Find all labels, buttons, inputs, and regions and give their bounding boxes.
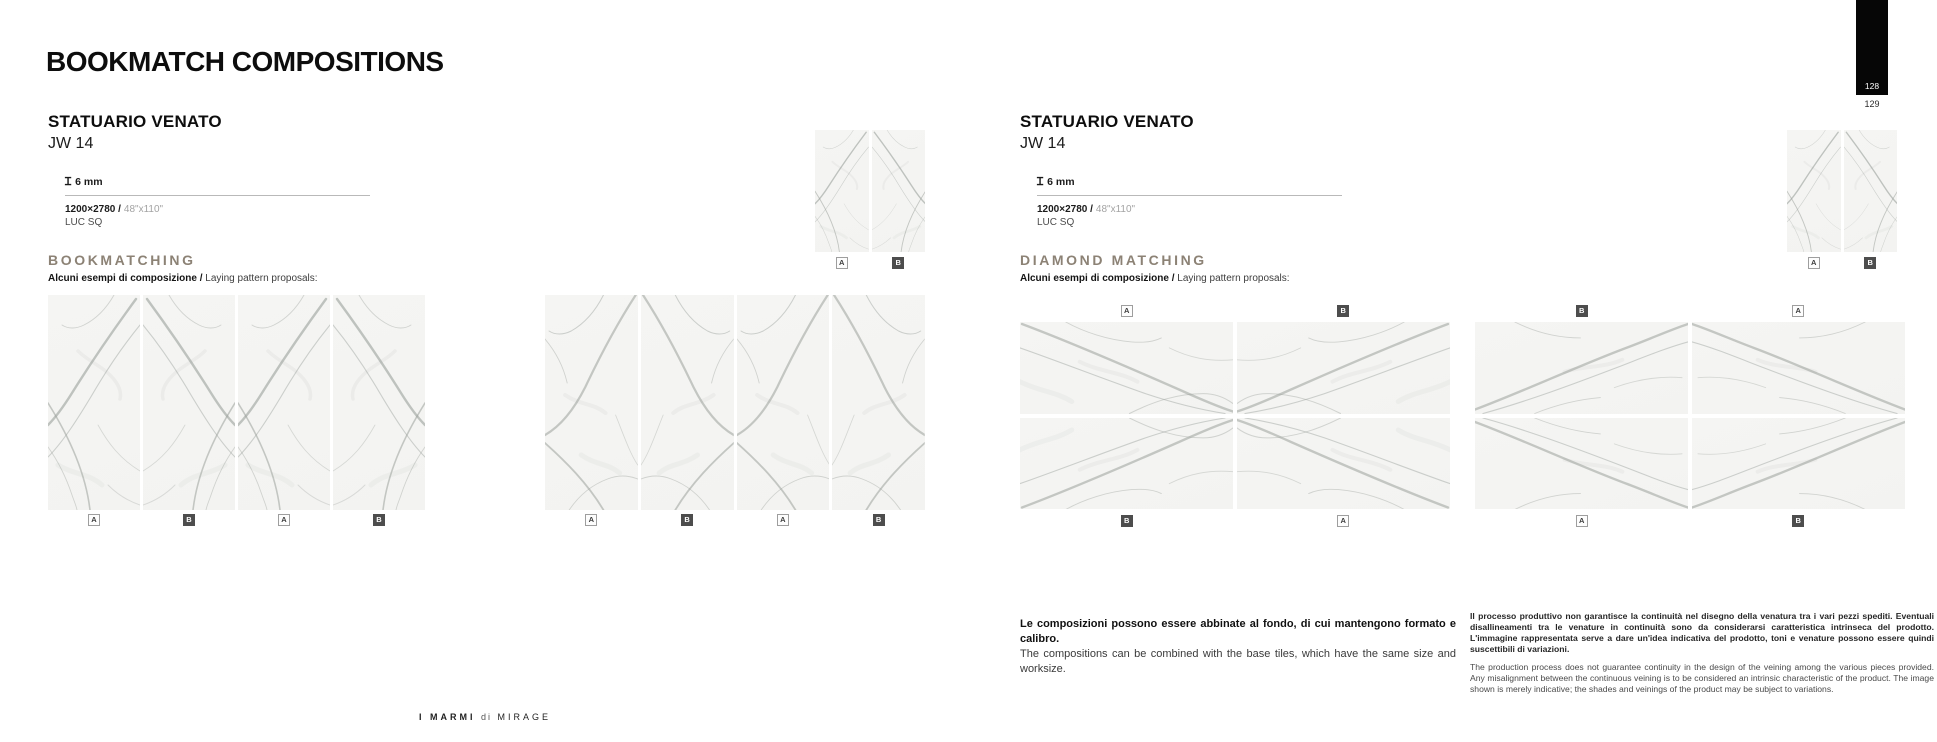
- combine-note-english: The compositions can be combined with the base tiles, which have the same size and worksize.: [1020, 648, 1456, 675]
- slab-label: B: [1121, 515, 1133, 527]
- subtitle-italian: Alcuni esempi di composizione /: [48, 273, 203, 284]
- marble-slab: [545, 295, 638, 510]
- marble-slab: [1237, 418, 1450, 510]
- section-right: [1020, 252, 1290, 284]
- composition-1-labels: [48, 514, 425, 526]
- preview-labels-left: [815, 257, 925, 269]
- marble-slab: [1020, 418, 1233, 510]
- thickness-value: 6 mm: [75, 176, 103, 188]
- footer-brand: [335, 712, 635, 722]
- thickness-icon: Ɪ: [65, 175, 72, 188]
- size-mm: 1200×2780 /: [65, 204, 121, 215]
- slab-label: B: [1864, 257, 1876, 269]
- marble-slab: [48, 295, 140, 510]
- marble-slab: [832, 295, 925, 510]
- thickness-icon: Ɪ: [1037, 175, 1044, 188]
- diamond-composition-1: [1020, 322, 1450, 509]
- slab-label: A: [1121, 305, 1133, 317]
- diamond-2-labels-bottom: [1475, 515, 1905, 527]
- subtitle-english: Laying pattern proposals:: [1177, 273, 1290, 284]
- slab-label: A: [1792, 305, 1804, 317]
- bookmatch-composition-2: [545, 295, 925, 510]
- diamond-2-labels-top: [1475, 305, 1905, 317]
- section-subtitle: [1020, 273, 1290, 284]
- marble-slab: [1692, 322, 1905, 414]
- composition-2-labels: [545, 514, 925, 526]
- marble-slab: [1844, 130, 1898, 252]
- slab-label: B: [1337, 305, 1349, 317]
- thickness-row: [65, 174, 370, 196]
- marble-slab: [333, 295, 425, 510]
- legal-note: [1470, 611, 1934, 695]
- product-name: STATUARIO VENATO: [48, 112, 222, 131]
- page-title: BOOKMATCH COMPOSITIONS: [46, 46, 444, 77]
- size-info: [1037, 203, 1342, 229]
- slab-label: A: [278, 514, 290, 526]
- marble-slab: [1237, 322, 1450, 414]
- bookmatch-preview-left: [815, 130, 925, 252]
- slab-label: B: [681, 514, 693, 526]
- bookmatch-preview-right: [1787, 130, 1897, 252]
- section-heading-diamond-matching: DIAMOND MATCHING: [1020, 252, 1207, 268]
- marble-slab: [872, 130, 926, 252]
- marble-slab: [1692, 418, 1905, 510]
- marble-slab: [737, 295, 830, 510]
- finish-code: LUC SQ: [1037, 217, 1075, 228]
- slab-label: A: [836, 257, 848, 269]
- product-name: STATUARIO VENATO: [1020, 112, 1194, 131]
- slab-label: B: [183, 514, 195, 526]
- product-block-left: [48, 112, 370, 229]
- slab-label: A: [88, 514, 100, 526]
- thickness-row: [1037, 174, 1342, 196]
- marble-slab: [641, 295, 734, 510]
- brand-lead: I MARMI: [418, 712, 476, 722]
- slab-label: B: [892, 257, 904, 269]
- slab-label: A: [777, 514, 789, 526]
- marble-slab: [143, 295, 235, 510]
- diamond-1-labels-bottom: [1020, 515, 1450, 527]
- marble-slab: [1020, 322, 1233, 414]
- product-block-right: [1020, 112, 1342, 229]
- combine-note: [1020, 617, 1456, 677]
- size-info: [65, 203, 370, 229]
- preview-labels-right: [1787, 257, 1897, 269]
- subtitle-italian: Alcuni esempi di composizione /: [1020, 273, 1175, 284]
- diamond-1-labels-top: [1020, 305, 1450, 317]
- slab-label: B: [1576, 305, 1588, 317]
- diamond-composition-2: [1475, 322, 1905, 509]
- product-code: JW 14: [1020, 135, 1066, 152]
- marble-slab: [1787, 130, 1841, 252]
- slab-label: A: [585, 514, 597, 526]
- marble-slab: [815, 130, 869, 252]
- brand-mid: di: [480, 712, 492, 722]
- combine-note-italian: Le composizioni possono essere abbinate al fondo, di cui mantengono formato e calibro.: [1020, 618, 1456, 645]
- subtitle-english: Laying pattern proposals:: [205, 273, 318, 284]
- page-number-bar: [1856, 0, 1888, 95]
- section-heading-bookmatching: BOOKMATCHING: [48, 252, 196, 268]
- brand-tail: MIRAGE: [497, 712, 552, 722]
- legal-note-italian: Il processo produttivo non garantisce la continuità nel disegno della venatura tra i vari pezzi spediti. Eventuali disallineamenti tra le venature in continuità sono da considerarsi caratteristica intrinseca del prodotto. L'immagine rappresentata serve a dare un'idea indicativa del prodotto, toni e venature possono essere quindi suscettibili di variazioni.: [1470, 611, 1934, 654]
- thickness-value: 6 mm: [1047, 176, 1075, 188]
- slab-label: A: [1576, 515, 1588, 527]
- slab-label: B: [873, 514, 885, 526]
- legal-note-english: The production process does not guarantee continuity in the design of the veining among the various pieces provided. Any misalignment between the continuous veining is to be considered an intrinsic characteristic of the product. The image shown is merely indicative; the shades and veinings of the product may be subject to variations.: [1470, 662, 1934, 694]
- slab-label: B: [1792, 515, 1804, 527]
- section-left: [48, 252, 318, 284]
- slab-label: A: [1808, 257, 1820, 269]
- slab-label: B: [373, 514, 385, 526]
- page-number-left: 128: [1864, 81, 1880, 91]
- page-number-right: 129: [1864, 99, 1880, 109]
- finish-code: LUC SQ: [65, 217, 103, 228]
- product-code: JW 14: [48, 135, 94, 152]
- bookmatch-composition-1: [48, 295, 425, 510]
- size-mm: 1200×2780 /: [1037, 204, 1093, 215]
- section-subtitle: [48, 273, 318, 284]
- size-inch: 48"x110": [1095, 204, 1136, 215]
- marble-slab: [1475, 322, 1688, 414]
- size-inch: 48"x110": [123, 204, 164, 215]
- marble-slab: [1475, 418, 1688, 510]
- marble-slab: [238, 295, 330, 510]
- slab-label: A: [1337, 515, 1349, 527]
